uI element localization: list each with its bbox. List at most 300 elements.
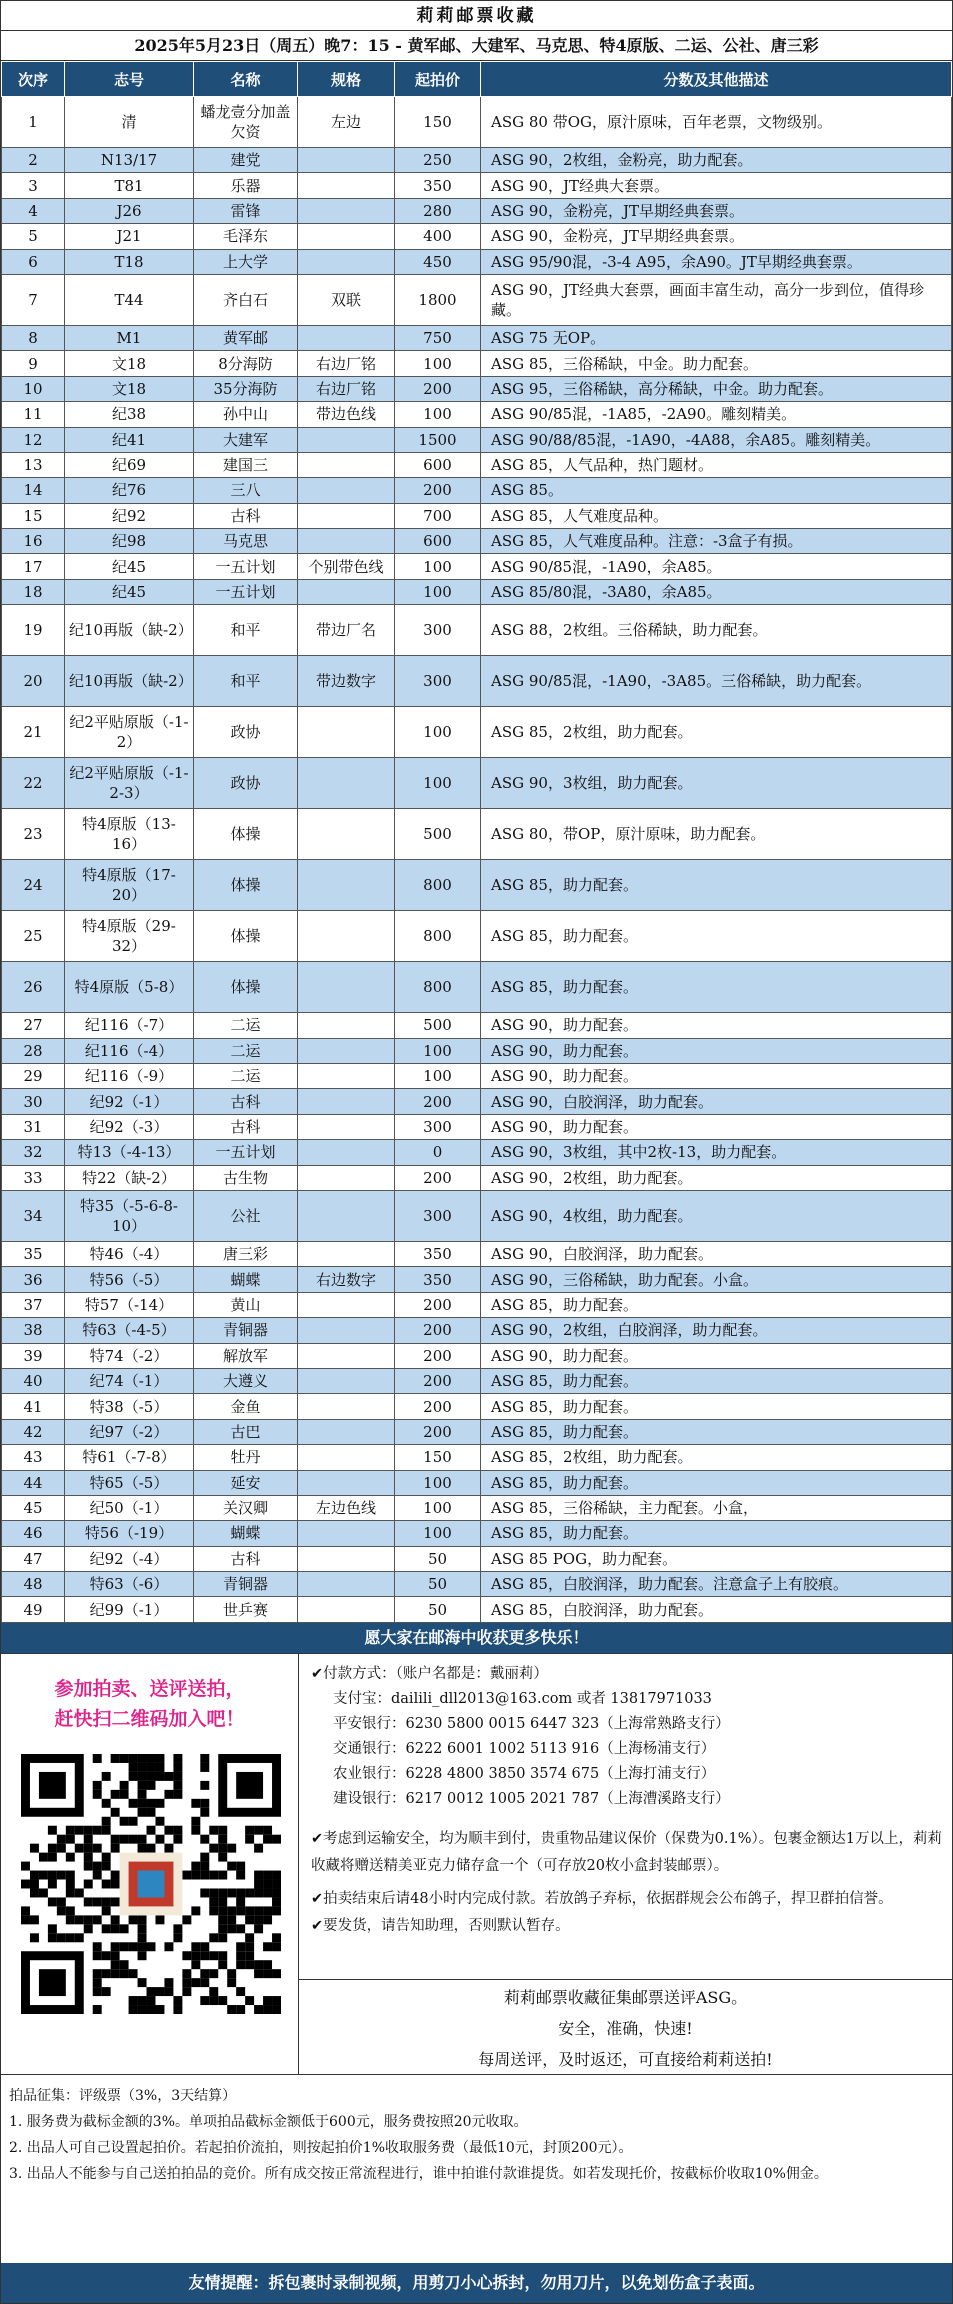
stamp-spec (298, 529, 395, 554)
lot-description: ASG 90，助力配套。 (481, 1343, 952, 1368)
stamp-code: 特4原版（13-16） (65, 809, 194, 860)
stamp-code: 纪116（-9） (65, 1064, 194, 1089)
auction-subtitle: 2025年5月23日（周五）晚7：15 - 黄军邮、大建军、马克思、特4原版、二运、公社、唐三彩 (1, 31, 952, 61)
start-price: 350 (395, 1241, 481, 1266)
stamp-code: T44 (65, 274, 194, 325)
lot-number: 7 (2, 274, 65, 325)
stamp-name: 建党 (194, 148, 298, 173)
stamp-name: 政协 (194, 707, 298, 758)
lot-number: 11 (2, 402, 65, 427)
stamp-spec (298, 1419, 395, 1444)
stamp-name: 古科 (194, 1089, 298, 1114)
start-price: 200 (395, 478, 481, 503)
lot-number: 30 (2, 1089, 65, 1114)
col-header-spec: 规格 (298, 62, 395, 97)
start-price: 50 (395, 1597, 481, 1622)
lot-number: 1 (2, 97, 65, 148)
stamp-spec (298, 1140, 395, 1165)
lot-number: 33 (2, 1165, 65, 1190)
start-price: 200 (395, 1318, 481, 1343)
lot-description: ASG 85，助力配套。 (481, 1394, 952, 1419)
lot-description: ASG 90，三俗稀缺，助力配套。小盒。 (481, 1267, 952, 1292)
start-price: 100 (395, 1521, 481, 1546)
stamp-code: 纪45 (65, 554, 194, 579)
start-price: 600 (395, 529, 481, 554)
lot-number: 21 (2, 707, 65, 758)
lot-description: ASG 90/85混，-1A85，-2A90。雕刻精美。 (481, 402, 952, 427)
stamp-name: 二运 (194, 1013, 298, 1038)
lot-description: ASG 85，人气难度品种。注意：-3盒子有损。 (481, 529, 952, 554)
stamp-spec (298, 1445, 395, 1470)
stamp-spec (298, 1318, 395, 1343)
start-price: 500 (395, 809, 481, 860)
table-row (2, 554, 952, 579)
lot-description: ASG 90/85混，-1A90，-3A85。三俗稀缺，助力配套。 (481, 656, 952, 707)
stamp-code: 特22（缺-2） (65, 1165, 194, 1190)
stamp-name: 一五计划 (194, 554, 298, 579)
stamp-name: 二运 (194, 1038, 298, 1063)
table-row (2, 148, 952, 173)
table-row (2, 173, 952, 198)
lot-description: ASG 90，2枚组，金粉亮，助力配套。 (481, 148, 952, 173)
lot-description: ASG 90，助力配套。 (481, 1038, 952, 1063)
lot-number: 38 (2, 1318, 65, 1343)
lot-description: ASG 90，3枚组，助力配套。 (481, 758, 952, 809)
sheet-title: 莉莉邮票收藏 (1, 1, 952, 31)
start-price: 200 (395, 1368, 481, 1393)
stamp-spec: 左边 (298, 97, 395, 148)
stamp-name: 古科 (194, 1114, 298, 1139)
lot-description: ASG 90，助力配套。 (481, 1013, 952, 1038)
stamp-spec (298, 911, 395, 962)
stamp-name: 牡丹 (194, 1445, 298, 1470)
lot-number: 4 (2, 198, 65, 223)
lot-description: ASG 85，白胶润泽，助力配套。注意盒子上有胶痕。 (481, 1572, 952, 1597)
stamp-name: 三八 (194, 478, 298, 503)
stamp-name: 政协 (194, 758, 298, 809)
stamp-name: 古科 (194, 503, 298, 528)
table-row (2, 605, 952, 656)
table-row (2, 1013, 952, 1038)
table-row (2, 1089, 952, 1114)
table-row (2, 1038, 952, 1063)
table-row (2, 1419, 952, 1444)
stamp-spec (298, 1546, 395, 1571)
lot-number: 17 (2, 554, 65, 579)
payment-deadline-note: ✔拍卖结束后请48小时内完成付款。若放鸽子弃标，依据群规会公布鸽子，捍卫群拍信誉。 (311, 1890, 893, 1907)
stamp-spec (298, 198, 395, 223)
stamp-spec (298, 249, 395, 274)
start-price: 300 (395, 1114, 481, 1139)
stamp-spec (298, 503, 395, 528)
table-row (2, 1140, 952, 1165)
stamp-code: 特4原版（5-8） (65, 962, 194, 1013)
start-price: 300 (395, 656, 481, 707)
start-price: 100 (395, 554, 481, 579)
bank-account: 交通银行：6222 6001 1002 5113 916（上海杨浦支行） (333, 1740, 716, 1757)
start-price: 400 (395, 224, 481, 249)
table-row (2, 1572, 952, 1597)
stamp-name: 延安 (194, 1470, 298, 1495)
lot-description: ASG 85，助力配套。 (481, 860, 952, 911)
table-row (2, 1546, 952, 1571)
stamp-code: 文18 (65, 351, 194, 376)
start-price: 700 (395, 503, 481, 528)
lot-number: 40 (2, 1368, 65, 1393)
col-header-code: 志号 (65, 62, 194, 97)
stamp-name: 和平 (194, 656, 298, 707)
stamp-name: 雷锋 (194, 198, 298, 223)
stamp-code: J21 (65, 224, 194, 249)
stamp-code: 清 (65, 97, 194, 148)
lot-number: 23 (2, 809, 65, 860)
stamp-spec (298, 707, 395, 758)
info-section (1, 1653, 952, 2075)
stamp-code: M1 (65, 325, 194, 350)
lot-description: ASG 80 带OG，原汁原味，百年老票，文物级别。 (481, 97, 952, 148)
lot-number: 41 (2, 1394, 65, 1419)
consignment-rules (1, 2075, 952, 2271)
lot-description: ASG 85 POG，助力配套。 (481, 1546, 952, 1571)
lot-description: ASG 90，白胶润泽，助力配套。 (481, 1089, 952, 1114)
lot-description: ASG 75 无OP。 (481, 325, 952, 350)
table-row (2, 529, 952, 554)
stamp-name: 黄山 (194, 1292, 298, 1317)
lot-description: ASG 85，助力配套。 (481, 1521, 952, 1546)
alipay-account: 支付宝：dailili_dll2013@163.com 或者 13817971033 (333, 1690, 712, 1707)
stamp-spec (298, 1013, 395, 1038)
lot-description: ASG 85，三俗稀缺，中金。助力配套。 (481, 351, 952, 376)
lot-description: ASG 85，三俗稀缺，主力配套。小盒， (481, 1495, 952, 1520)
stamp-name: 世乒赛 (194, 1597, 298, 1622)
stamp-name: 一五计划 (194, 1140, 298, 1165)
stamp-spec (298, 1572, 395, 1597)
stamp-code: 特57（-14） (65, 1292, 194, 1317)
stamp-code: 纪38 (65, 402, 194, 427)
table-row (2, 427, 952, 452)
start-price: 500 (395, 1013, 481, 1038)
stamp-spec: 右边数字 (298, 1267, 395, 1292)
stamp-name: 大遵义 (194, 1368, 298, 1393)
start-price: 100 (395, 579, 481, 604)
stamp-code: 纪50（-1） (65, 1495, 194, 1520)
lot-number: 39 (2, 1343, 65, 1368)
stamp-code: 纪92（-4） (65, 1546, 194, 1571)
stamp-spec (298, 579, 395, 604)
lot-number: 10 (2, 376, 65, 401)
start-price: 300 (395, 1190, 481, 1241)
stamp-name: 古巴 (194, 1419, 298, 1444)
stamp-name: 蝴蝶 (194, 1267, 298, 1292)
stamp-code: 特4原版（17-20） (65, 860, 194, 911)
col-header-price: 起拍价 (395, 62, 481, 97)
stamp-code: 特56（-5） (65, 1267, 194, 1292)
stamp-spec (298, 1089, 395, 1114)
lot-number: 16 (2, 529, 65, 554)
lot-description: ASG 90，助力配套。 (481, 1114, 952, 1139)
stamp-name: 乐器 (194, 173, 298, 198)
table-row (2, 758, 952, 809)
lot-description: ASG 90，白胶润泽，助力配套。 (481, 1241, 952, 1266)
table-row (2, 478, 952, 503)
table-row (2, 97, 952, 148)
col-header-name: 名称 (194, 62, 298, 97)
table-header-row (2, 62, 952, 97)
lot-number: 32 (2, 1140, 65, 1165)
stamp-spec: 左边色线 (298, 1495, 395, 1520)
stamp-code: 纪92（-3） (65, 1114, 194, 1139)
stamp-code: 特74（-2） (65, 1343, 194, 1368)
stamp-spec (298, 452, 395, 477)
lot-number: 5 (2, 224, 65, 249)
start-price: 100 (395, 1495, 481, 1520)
stamp-name: 和平 (194, 605, 298, 656)
start-price: 50 (395, 1546, 481, 1571)
stamp-spec (298, 224, 395, 249)
rules-heading: 拍品征集：评级票（3%，3天结算） (9, 2087, 237, 2104)
lot-number: 12 (2, 427, 65, 452)
lot-number: 31 (2, 1114, 65, 1139)
lot-description: ASG 85，助力配套。 (481, 1419, 952, 1444)
stamp-name: 孙中山 (194, 402, 298, 427)
stamp-spec (298, 1114, 395, 1139)
payment-panel (299, 1654, 952, 2074)
stamp-spec (298, 809, 395, 860)
start-price: 800 (395, 962, 481, 1013)
stamp-name: 体操 (194, 860, 298, 911)
start-price: 350 (395, 1267, 481, 1292)
lot-number: 25 (2, 911, 65, 962)
table-row (2, 198, 952, 223)
lot-description: ASG 85，助力配套。 (481, 1368, 952, 1393)
stamp-code: 纪10再版（缺-2） (65, 656, 194, 707)
table-row (2, 911, 952, 962)
start-price: 150 (395, 1445, 481, 1470)
lot-description: ASG 85，助力配套。 (481, 911, 952, 962)
start-price: 750 (395, 325, 481, 350)
stamp-code: 纪45 (65, 579, 194, 604)
col-header-no: 次序 (2, 62, 65, 97)
table-row (2, 962, 952, 1013)
stamp-spec (298, 1470, 395, 1495)
payment-info (299, 1654, 952, 1979)
stamp-spec (298, 758, 395, 809)
stamp-spec (298, 1165, 395, 1190)
stamp-code: 文18 (65, 376, 194, 401)
table-row (2, 376, 952, 401)
lot-number: 3 (2, 173, 65, 198)
lot-number: 18 (2, 579, 65, 604)
lot-number: 6 (2, 249, 65, 274)
lot-number: 14 (2, 478, 65, 503)
stamp-spec: 右边厂铭 (298, 376, 395, 401)
start-price: 280 (395, 198, 481, 223)
lot-description: ASG 85，助力配套。 (481, 962, 952, 1013)
start-price: 100 (395, 758, 481, 809)
stamp-name: 齐白石 (194, 274, 298, 325)
lot-description: ASG 85，人气品种，热门题材。 (481, 452, 952, 477)
table-row (2, 809, 952, 860)
lot-number: 13 (2, 452, 65, 477)
reminder-banner: 友情提醒：拆包裹时录制视频，用剪刀小心拆封，勿用刀片，以免划伤盒子表面。 (1, 2263, 952, 2303)
shipping-request-note: ✔要发货，请告知助理，否则默认暂存。 (311, 1917, 570, 1934)
shipping-note: ✔考虑到运输安全，均为顺丰到付，贵重物品建议保价（保费为0.1%）。包裹金额达1万以上，莉莉收藏将赠送精美亚克力储存盒一个（可存放20枚小盒封装邮票）。 (311, 1830, 942, 1874)
start-price: 100 (395, 1064, 481, 1089)
stamp-spec (298, 1368, 395, 1393)
stamp-name: 建国三 (194, 452, 298, 477)
start-price: 1800 (395, 274, 481, 325)
start-price: 100 (395, 707, 481, 758)
stamp-spec (298, 1241, 395, 1266)
stamp-code: 特61（-7-8） (65, 1445, 194, 1470)
table-row (2, 1318, 952, 1343)
stamp-spec: 双联 (298, 274, 395, 325)
stamp-spec: 带边色线 (298, 402, 395, 427)
table-row (2, 1343, 952, 1368)
lot-description: ASG 85，2枚组，助力配套。 (481, 1445, 952, 1470)
lot-description: ASG 90，JT经典大套票。 (481, 173, 952, 198)
stamp-spec: 带边数字 (298, 656, 395, 707)
start-price: 600 (395, 452, 481, 477)
stamp-spec: 带边厂名 (298, 605, 395, 656)
table-row (2, 1445, 952, 1470)
start-price: 200 (395, 1292, 481, 1317)
stamp-spec (298, 478, 395, 503)
lot-number: 29 (2, 1064, 65, 1089)
stamp-spec (298, 1597, 395, 1622)
lot-number: 45 (2, 1495, 65, 1520)
stamp-name: 青铜器 (194, 1572, 298, 1597)
stamp-spec (298, 962, 395, 1013)
table-row (2, 503, 952, 528)
stamp-spec (298, 1343, 395, 1368)
stamp-spec: 个别带色线 (298, 554, 395, 579)
stamp-code: T18 (65, 249, 194, 274)
stamp-code: 纪41 (65, 427, 194, 452)
stamp-code: 特63（-6） (65, 1572, 194, 1597)
lot-number: 8 (2, 325, 65, 350)
start-price: 200 (395, 1165, 481, 1190)
table-row (2, 1368, 952, 1393)
appraisal-box (299, 1979, 952, 2074)
stamp-code: 特38（-5） (65, 1394, 194, 1419)
stamp-code: 特4原版（29-32） (65, 911, 194, 962)
lot-number: 35 (2, 1241, 65, 1266)
lot-number: 46 (2, 1521, 65, 1546)
start-price: 200 (395, 1419, 481, 1444)
table-row (2, 1114, 952, 1139)
appraisal-line-3: 每周送评，及时返还，可直接给莉莉送拍! (478, 2049, 773, 2069)
lot-number: 37 (2, 1292, 65, 1317)
lot-description: ASG 85。 (481, 478, 952, 503)
lot-description: ASG 80，带OP，原汁原味，助力配套。 (481, 809, 952, 860)
promo-line-2: 赶快扫二维码加入吧！ (54, 1707, 245, 1730)
table-row (2, 579, 952, 604)
stamp-name: 解放军 (194, 1343, 298, 1368)
qr-code-icon[interactable] (21, 1754, 281, 2014)
start-price: 150 (395, 97, 481, 148)
stamp-name: 35分海防 (194, 376, 298, 401)
stamp-spec (298, 148, 395, 173)
lot-description: ASG 85，人气难度品种。 (481, 503, 952, 528)
lot-description: ASG 90，助力配套。 (481, 1064, 952, 1089)
lot-table (1, 61, 952, 1623)
stamp-code: 纪92 (65, 503, 194, 528)
lot-description: ASG 95，三俗稀缺，高分稀缺，中金。助力配套。 (481, 376, 952, 401)
rule-item: 3. 出品人不能参与自己送拍拍品的竞价。所有成交按正常流程进行，谁中拍谁付款谁提货。如若发现托价，按截标价收取10%佣金。 (9, 2165, 828, 2182)
stamp-name: 关汉卿 (194, 1495, 298, 1520)
rule-item: 1. 服务费为截标金额的3%。单项拍品截标金额低于600元，服务费按照20元收取。 (9, 2113, 528, 2130)
start-price: 200 (395, 1343, 481, 1368)
promo-line-1: 参加拍卖、送评送拍， (54, 1677, 245, 1700)
start-price: 800 (395, 860, 481, 911)
stamp-name: 青铜器 (194, 1318, 298, 1343)
start-price: 300 (395, 605, 481, 656)
table-row (2, 351, 952, 376)
stamp-name: 古生物 (194, 1165, 298, 1190)
start-price: 100 (395, 402, 481, 427)
lot-description: ASG 85，白胶润泽，助力配套。 (481, 1597, 952, 1622)
stamp-code: N13/17 (65, 148, 194, 173)
lot-description: ASG 90，4枚组，助力配套。 (481, 1190, 952, 1241)
lot-number: 26 (2, 962, 65, 1013)
table-row (2, 1165, 952, 1190)
lot-number: 19 (2, 605, 65, 656)
lot-description: ASG 90，2枚组，白胶润泽，助力配套。 (481, 1318, 952, 1343)
stamp-spec (298, 173, 395, 198)
lot-number: 48 (2, 1572, 65, 1597)
stamp-spec (298, 1064, 395, 1089)
stamp-code: T81 (65, 173, 194, 198)
start-price: 350 (395, 173, 481, 198)
table-row (2, 656, 952, 707)
start-price: 50 (395, 1572, 481, 1597)
lot-number: 34 (2, 1190, 65, 1241)
appraisal-line-2: 安全，准确，快速! (558, 2018, 693, 2038)
stamp-spec (298, 860, 395, 911)
stamp-code: 特56（-19） (65, 1521, 194, 1546)
table-row (2, 1267, 952, 1292)
stamp-code: 特65（-5） (65, 1470, 194, 1495)
stamp-code: 纪97（-2） (65, 1419, 194, 1444)
lot-number: 9 (2, 351, 65, 376)
lot-description: ASG 85，2枚组，助力配套。 (481, 707, 952, 758)
lot-description: ASG 88，2枚组。三俗稀缺，助力配套。 (481, 605, 952, 656)
lot-number: 49 (2, 1597, 65, 1622)
table-row (2, 707, 952, 758)
wish-banner: 愿大家在邮海中收获更多快乐！ (1, 1623, 952, 1653)
stamp-code: 纪76 (65, 478, 194, 503)
table-row (2, 1292, 952, 1317)
stamp-code: 特13（-4-13） (65, 1140, 194, 1165)
start-price: 100 (395, 351, 481, 376)
lot-number: 27 (2, 1013, 65, 1038)
lot-description: ASG 85，助力配套。 (481, 1292, 952, 1317)
appraisal-line-1: 莉莉邮票收藏征集邮票送评ASG。 (503, 1987, 748, 2007)
lot-number: 44 (2, 1470, 65, 1495)
start-price: 1500 (395, 427, 481, 452)
stamp-name: 一五计划 (194, 579, 298, 604)
table-row (2, 325, 952, 350)
lot-number: 22 (2, 758, 65, 809)
stamp-code: 纪74（-1） (65, 1368, 194, 1393)
table-row (2, 1241, 952, 1266)
start-price: 450 (395, 249, 481, 274)
stamp-spec (298, 1190, 395, 1241)
bank-account: 农业银行：6228 4800 3850 3574 675（上海打浦支行） (333, 1765, 716, 1782)
table-row (2, 274, 952, 325)
start-price: 200 (395, 376, 481, 401)
